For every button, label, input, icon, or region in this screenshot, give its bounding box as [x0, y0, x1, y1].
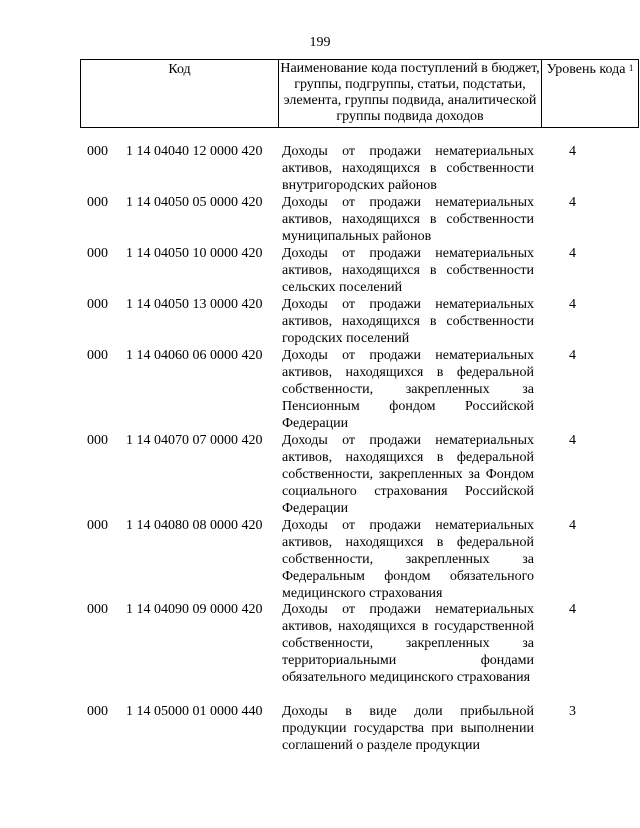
code-level: 4 — [569, 602, 576, 617]
revenue-code: 1 14 05000 01 0000 440 — [126, 704, 263, 719]
revenue-code: 1 14 04090 09 0000 420 — [126, 602, 263, 617]
revenue-name: Доходы в виде доли прибыльной продукции государства при выполнении соглашений о разделе продукции — [282, 704, 534, 753]
table-row — [0, 432, 640, 517]
admin-code: 000 — [87, 297, 108, 312]
header-level-label: Уровень кода — [546, 62, 626, 77]
admin-code: 000 — [87, 144, 108, 159]
code-level: 4 — [569, 195, 576, 210]
admin-code: 000 — [87, 195, 108, 210]
revenue-name: Доходы от продажи нематериальных активов, находящихся в собственности муниципальных районов — [282, 195, 534, 244]
admin-code: 000 — [87, 348, 108, 363]
revenue-name: Доходы от продажи нематериальных активов, находящихся в собственности внутригородских районов — [282, 144, 534, 193]
table-row — [0, 601, 640, 703]
table-row — [0, 517, 640, 601]
admin-code: 000 — [87, 704, 108, 719]
admin-code: 000 — [87, 433, 108, 448]
footnote-marker: 1 — [628, 63, 634, 73]
revenue-name: Доходы от продажи нематериальных активов, находящихся в федеральной собственности, закрепленных за Пенсионным фондом Российской Федерации — [282, 348, 534, 431]
revenue-code: 1 14 04050 13 0000 420 — [126, 297, 263, 312]
revenue-name: Доходы от продажи нематериальных активов, находящихся в государственной собственности, закрепленных за территориальными фондами обязательного медицинского страхования — [282, 602, 534, 685]
table-row — [0, 347, 640, 432]
header-level — [542, 60, 638, 127]
page-number: 199 — [309, 35, 331, 50]
revenue-name: Доходы от продажи нематериальных активов, находящихся в федеральной собственности, закрепленных за Федеральным фондом обязательного медицинского страхования — [282, 518, 534, 601]
revenue-name: Доходы от продажи нематериальных активов, находящихся в собственности городских поселений — [282, 297, 534, 346]
table-header — [80, 59, 639, 128]
table-row — [0, 143, 640, 194]
revenue-code: 1 14 04080 08 0000 420 — [126, 518, 263, 533]
table-row — [0, 245, 640, 296]
revenue-code: 1 14 04050 10 0000 420 — [126, 246, 263, 261]
revenue-code: 1 14 04050 05 0000 420 — [126, 195, 263, 210]
code-level: 4 — [569, 144, 576, 159]
table-row — [0, 296, 640, 347]
revenue-code: 1 14 04040 12 0000 420 — [126, 144, 263, 159]
admin-code: 000 — [87, 602, 108, 617]
table-body — [0, 143, 640, 754]
admin-code: 000 — [87, 518, 108, 533]
code-level: 4 — [569, 348, 576, 363]
revenue-code: 1 14 04060 06 0000 420 — [126, 348, 263, 363]
table-row — [0, 703, 640, 754]
code-level: 3 — [569, 704, 576, 719]
header-code: Код — [81, 60, 279, 127]
admin-code: 000 — [87, 246, 108, 261]
table-row — [0, 194, 640, 245]
revenue-name: Доходы от продажи нематериальных активов, находящихся в федеральной собственности, закрепленных за Фондом социального страхования Российской Федерации — [282, 433, 534, 516]
code-level: 4 — [569, 246, 576, 261]
code-level: 4 — [569, 297, 576, 312]
revenue-code: 1 14 04070 07 0000 420 — [126, 433, 263, 448]
revenue-name: Доходы от продажи нематериальных активов, находящихся в собственности сельских поселений — [282, 246, 534, 295]
header-name: Наименование кода поступлений в бюджет, группы, подгруппы, статьи, подстатьи, элемента, группы подвида, аналитической группы подвида доходов — [279, 60, 542, 127]
code-level: 4 — [569, 518, 576, 533]
code-level: 4 — [569, 433, 576, 448]
